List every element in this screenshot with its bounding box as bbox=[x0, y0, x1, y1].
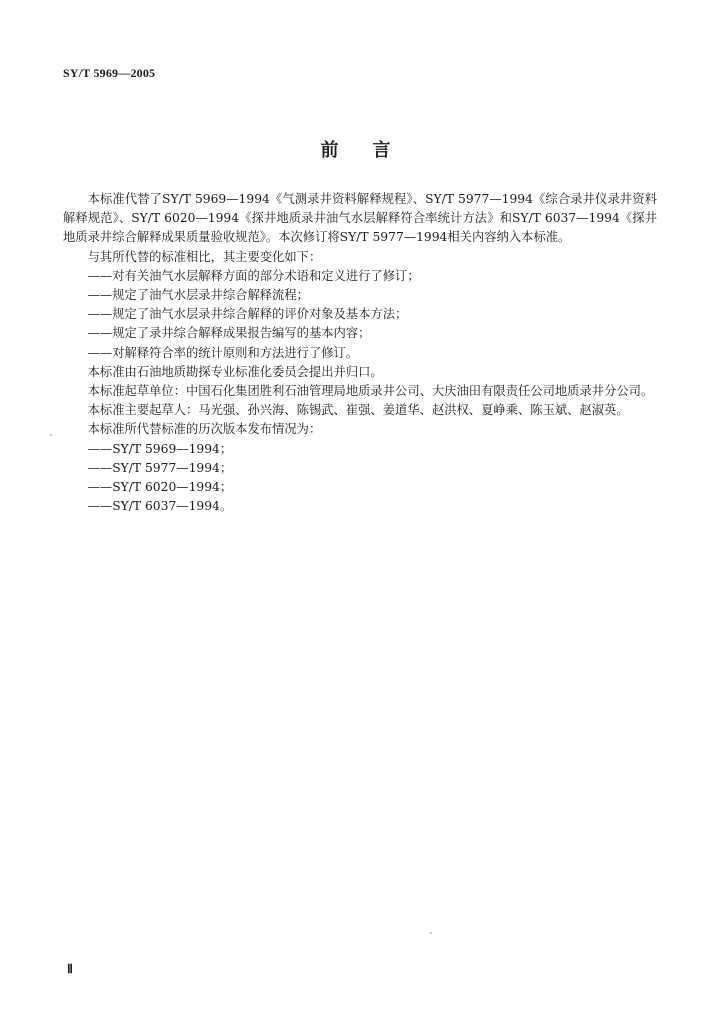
change-item-report: ——规定了录井综合解释成果报告编写的基本内容； bbox=[87, 326, 371, 341]
paragraph-drafters: 本标准主要起草人：马光强、孙兴海、陈锡武、崔强、姜道华、赵洪权、夏峥乘、陈玉斌、赵淑英。 bbox=[87, 403, 629, 418]
paragraph-drafting-units: 本标准起草单位：中国石化集团胜利石油管理局地质录井公司、大庆油田有限责任公司地质录井分公司。 bbox=[87, 384, 654, 399]
paragraph-proposer: 本标准由石油地质勘探专业标准化委员会提出并归口。 bbox=[87, 364, 383, 379]
history-item-6037: ——SY/T 6037—1994。 bbox=[87, 499, 233, 514]
change-item-statistics: ——对解释符合率的统计原则和方法进行了修订。 bbox=[87, 345, 359, 360]
title-char-1: 前 bbox=[320, 140, 339, 161]
preface-body bbox=[63, 190, 657, 516]
change-item-terms: ——对有关油气水层解释方面的部分术语和定义进行了修订； bbox=[87, 268, 420, 283]
page-number: Ⅱ bbox=[67, 962, 73, 976]
history-item-6020: ——SY/T 6020—1994； bbox=[87, 480, 233, 495]
paragraph-replacement-statement: 本标准代替了SY/T 5969—1994《气测录井资料解释规程》、SY/T 5977—1994《综合录井仪录井资料解释规范》、SY/T 6020—1994《探井地质录井油气水层解释符合率统计方法》和SY/T 6037—1994《探井地质录井综合解释成果质量验收规范》。本次修订将SY/T 5977—1994相关内容纳入本标准。 bbox=[63, 192, 657, 245]
change-item-evaluation: ——规定了油气水层录井综合解释的评价对象及基本方法； bbox=[87, 307, 408, 322]
document-code: SY/T 5969—2005 bbox=[63, 66, 156, 80]
paragraph-history-intro: 本标准所代替标准的历次版本发布情况为： bbox=[87, 422, 322, 437]
page-title bbox=[0, 136, 711, 162]
title-char-2: 言 bbox=[372, 140, 391, 161]
change-item-workflow: ——规定了油气水层录井综合解释流程； bbox=[87, 288, 309, 303]
history-item-5969: ——SY/T 5969—1994； bbox=[87, 441, 233, 456]
scan-speck bbox=[50, 434, 52, 436]
history-item-5977: ——SY/T 5977—1994； bbox=[87, 460, 233, 475]
paragraph-changes-intro: 与其所代替的标准相比，其主要变化如下： bbox=[87, 249, 322, 264]
scan-speck bbox=[430, 932, 432, 934]
